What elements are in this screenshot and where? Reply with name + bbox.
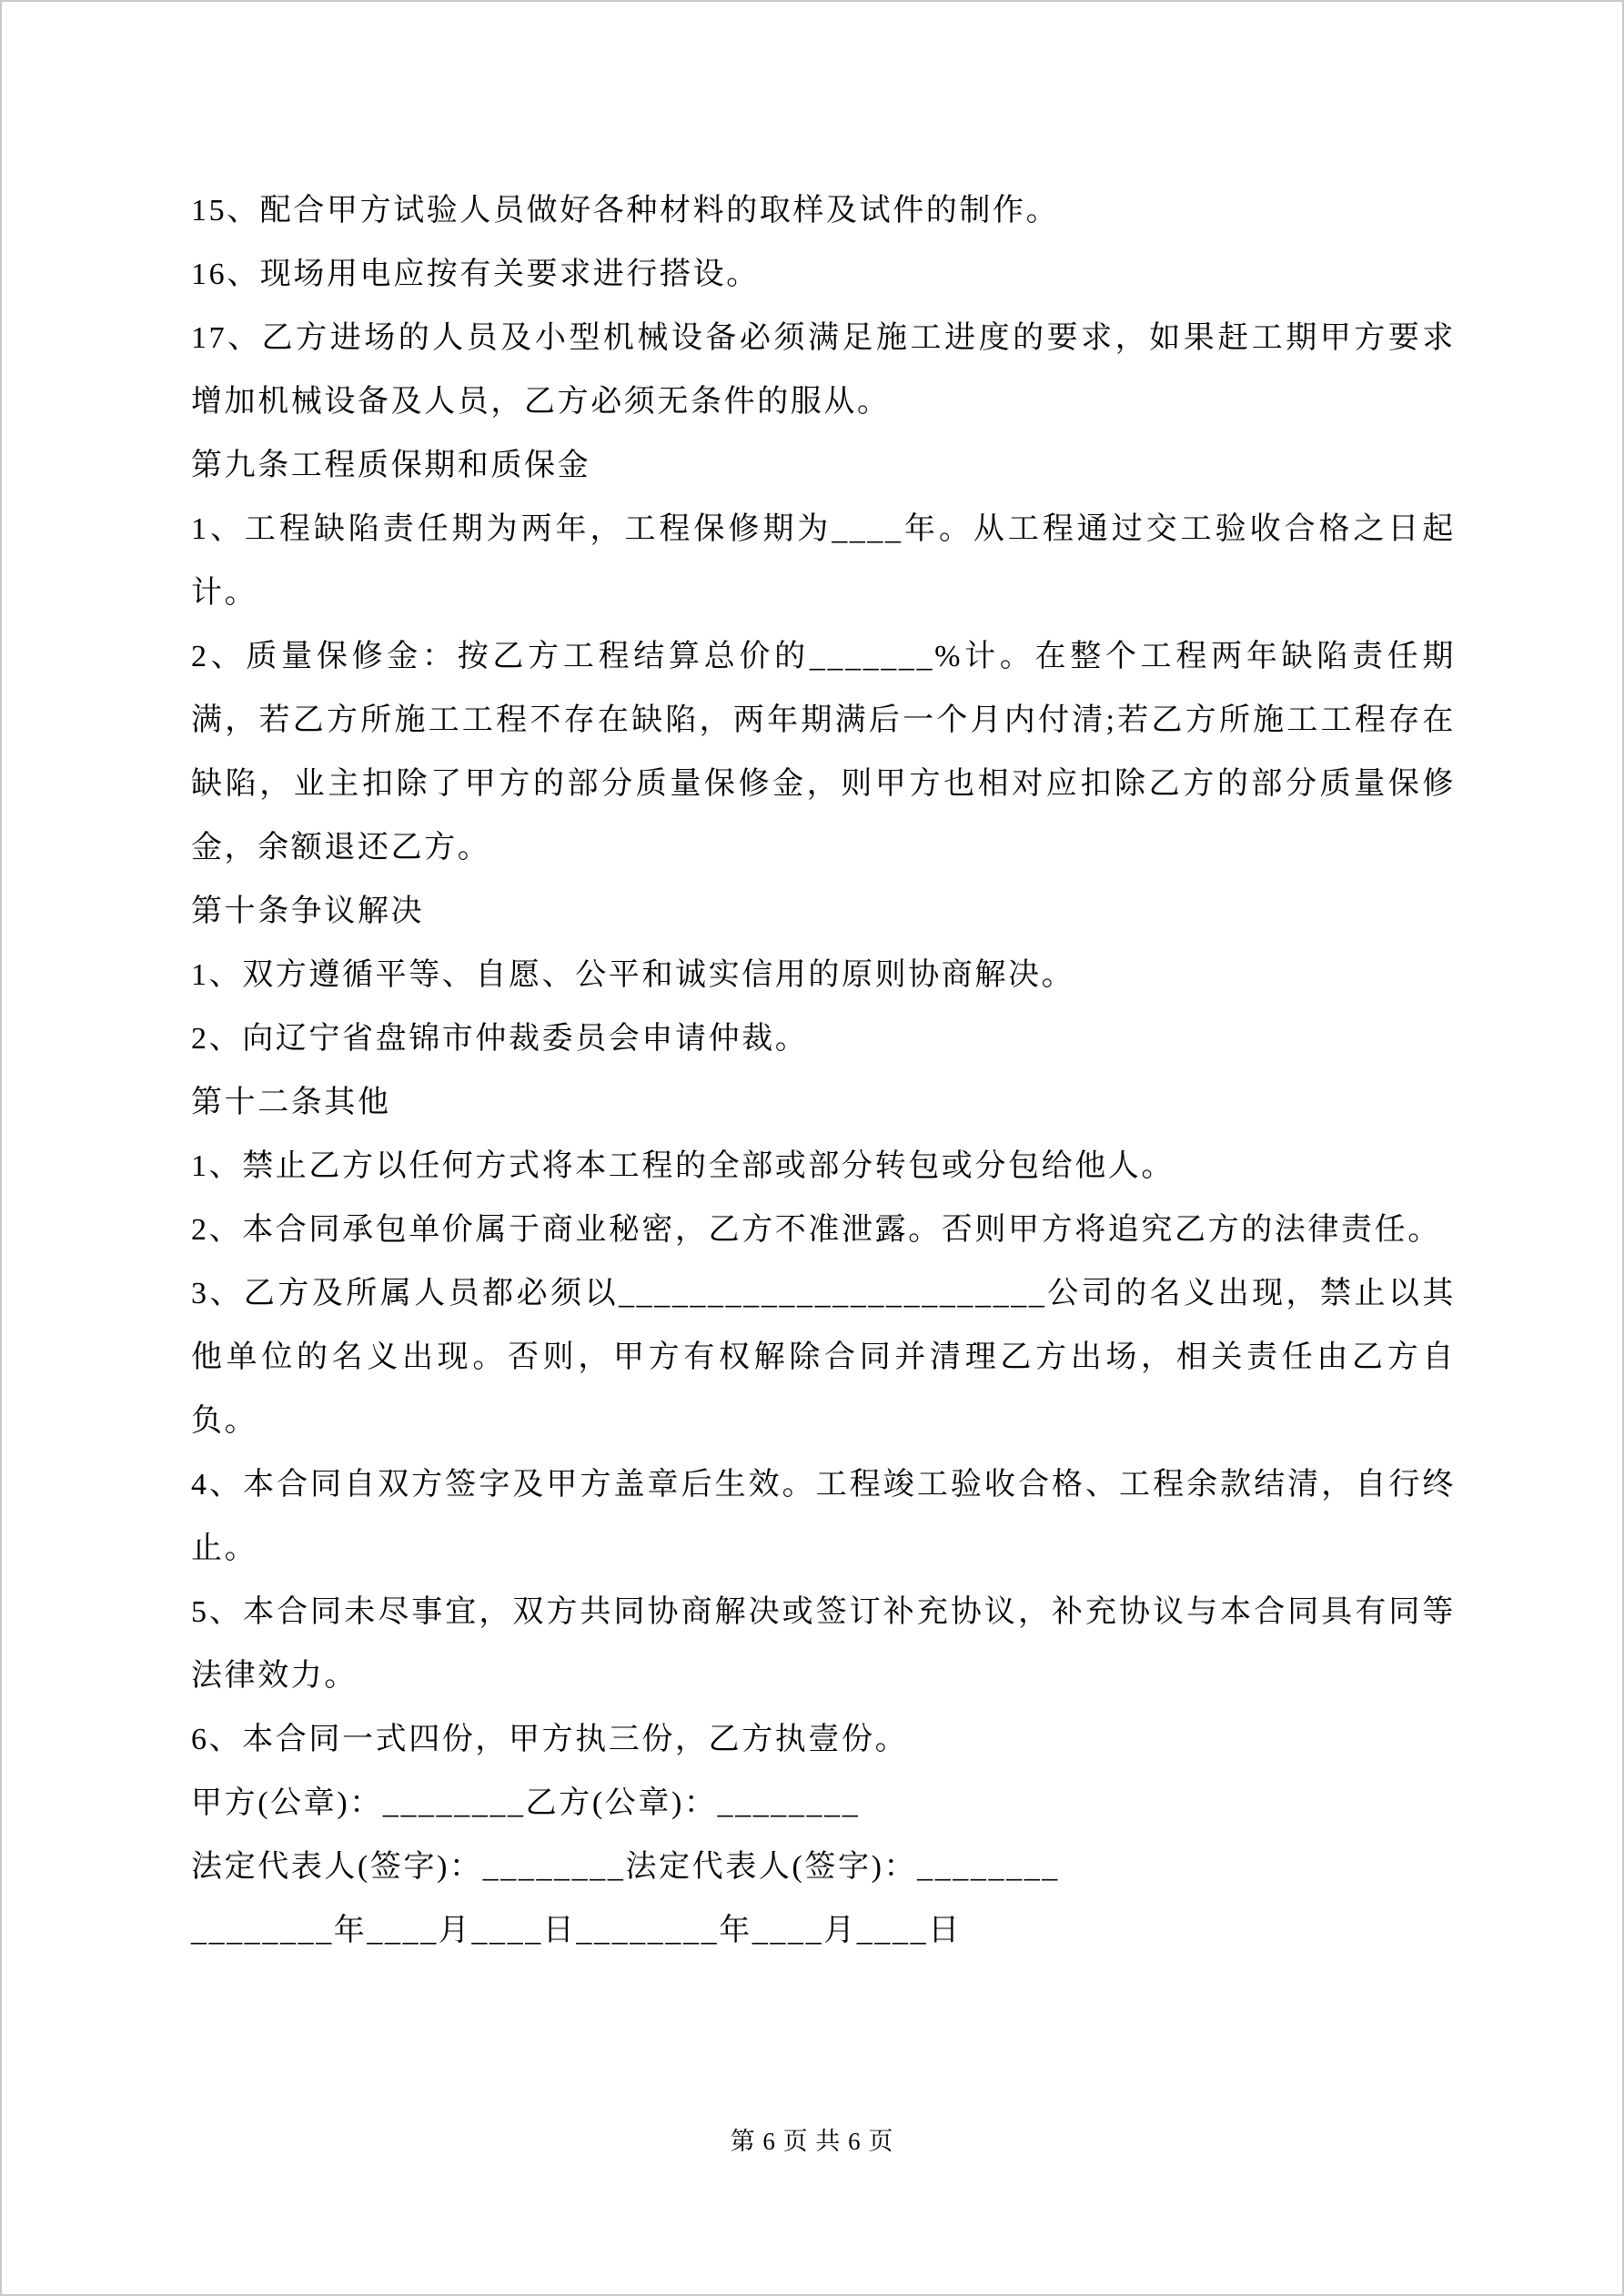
article-10-heading: 第十条争议解决 xyxy=(191,895,425,928)
article-12-heading: 第十二条其他 xyxy=(191,1086,391,1119)
signature-dates-line: ________年____月____日________年____月____日 xyxy=(191,1914,962,1947)
article-12-item-1: 1、禁止乙方以任何方式将本工程的全部或部分转包或分包给他人。 xyxy=(191,1149,1175,1183)
article-9-item-1: 1、工程缺陷责任期为两年，工程保修期为____年。从工程通过交工验收合格之日起计。 xyxy=(191,512,1456,610)
article-12-item-2: 2、本合同承包单价属于商业秘密，乙方不准泄露。否则甲方将追究乙方的法律责任。 xyxy=(191,1213,1441,1247)
article-12-item-5: 5、本合同未尽事宜，双方共同协商解决或签订补充协议，补充协议与本合同具有同等法律效力。 xyxy=(191,1595,1456,1693)
article-12-item-4: 4、本合同自双方签字及甲方盖章后生效。工程竣工验收合格、工程余款结清，自行终止。 xyxy=(191,1468,1456,1565)
contract-body xyxy=(191,179,1456,1963)
article-12-item-3: 3、乙方及所属人员都必须以________________________公司的名义出现，禁止以其他单位的名义出现。否则，甲方有权解除合同并清理乙方出场，相关责任由乙方自负。 xyxy=(191,1277,1456,1438)
clause-17: 17、乙方进场的人员及小型机械设备必须满足施工进度的要求，如果赶工期甲方要求增加机械设备及人员，乙方必须无条件的服从。 xyxy=(191,321,1456,419)
article-12-item-6: 6、本合同一式四份，甲方执三份，乙方执壹份。 xyxy=(191,1723,909,1756)
article-9-item-2: 2、质量保修金：按乙方工程结算总价的_______%计。在整个工程两年缺陷责任期满，若乙方所施工工程不存在缺陷，两年期满后一个月内付清;若乙方所施工工程存在缺陷，业主扣除了甲方的部分质量保修金，则甲方也相对应扣除乙方的部分质量保修金，余额退还乙方。 xyxy=(191,640,1456,865)
article-10-item-1: 1、双方遵循平等、自愿、公平和诚实信用的原则协商解决。 xyxy=(191,958,1075,992)
clause-16: 16、现场用电应按有关要求进行搭设。 xyxy=(191,258,760,291)
article-10-item-2: 2、向辽宁省盘锦市仲裁委员会申请仲裁。 xyxy=(191,1022,809,1056)
signature-representatives-line: 法定代表人(签字)：________法定代表人(签字)：________ xyxy=(191,1850,1060,1884)
page-number: 第 6 页 共 6 页 xyxy=(730,2128,894,2155)
clause-15: 15、配合甲方试验人员做好各种材料的取样及试件的制作。 xyxy=(191,194,1060,228)
article-9-heading: 第九条工程质保期和质保金 xyxy=(191,449,591,482)
signature-seals-line: 甲方(公章)：________乙方(公章)：________ xyxy=(191,1786,861,1820)
